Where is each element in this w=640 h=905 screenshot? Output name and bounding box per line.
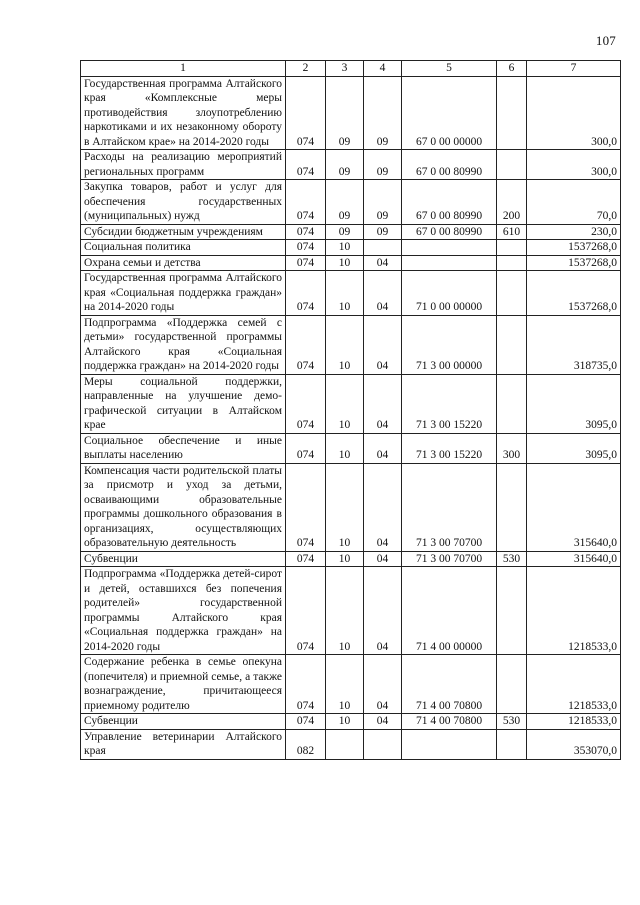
cell-grbs: 074: [286, 76, 326, 150]
cell-section: 10: [326, 255, 364, 271]
column-header: 5: [402, 61, 497, 77]
cell-section: 10: [326, 463, 364, 551]
cell-amount: 3095,0: [527, 433, 621, 463]
cell-target-article: 67 0 00 00000: [402, 76, 497, 150]
cell-grbs: 074: [286, 374, 326, 433]
cell-subsection: 09: [364, 180, 402, 225]
cell-grbs: 074: [286, 315, 326, 374]
cell-amount: 230,0: [527, 224, 621, 240]
cell-amount: 300,0: [527, 76, 621, 150]
cell-target-article: 71 3 00 70700: [402, 551, 497, 567]
table-body: [81, 76, 621, 759]
cell-name: Социальная политика: [81, 240, 286, 256]
table-row: [81, 374, 621, 433]
cell-target-article: 67 0 00 80990: [402, 150, 497, 180]
cell-grbs: 074: [286, 224, 326, 240]
cell-expense-type: [497, 655, 527, 714]
cell-section: 09: [326, 180, 364, 225]
cell-expense-type: 530: [497, 551, 527, 567]
cell-target-article: 71 0 00 00000: [402, 271, 497, 316]
cell-section: 10: [326, 374, 364, 433]
cell-name: Расходы на реализацию мероприятий региональных программ: [81, 150, 286, 180]
cell-name: Подпрограмма «Поддержка детей-сирот и детей, оставшихся без попечения родителей» государственной программы Алтайского края «Социальная поддержка граждан» на 2014-2020 годы: [81, 567, 286, 655]
table-row: [81, 240, 621, 256]
cell-expense-type: [497, 374, 527, 433]
cell-name: Социальное обеспечение и иные выплаты населению: [81, 433, 286, 463]
header-row: [81, 61, 621, 77]
cell-grbs: 074: [286, 655, 326, 714]
cell-name: Охрана семьи и детства: [81, 255, 286, 271]
cell-amount: 3095,0: [527, 374, 621, 433]
cell-amount: 318735,0: [527, 315, 621, 374]
cell-subsection: 09: [364, 224, 402, 240]
cell-subsection: 04: [364, 567, 402, 655]
cell-section: [326, 729, 364, 759]
table-row: [81, 315, 621, 374]
cell-grbs: 082: [286, 729, 326, 759]
cell-amount: 70,0: [527, 180, 621, 225]
table-row: [81, 180, 621, 225]
cell-amount: 1537268,0: [527, 255, 621, 271]
table-row: [81, 255, 621, 271]
cell-amount: 1537268,0: [527, 271, 621, 316]
cell-subsection: [364, 729, 402, 759]
cell-target-article: 67 0 00 80990: [402, 180, 497, 225]
cell-expense-type: [497, 463, 527, 551]
cell-expense-type: [497, 150, 527, 180]
cell-grbs: 074: [286, 255, 326, 271]
cell-section: 10: [326, 433, 364, 463]
cell-subsection: 09: [364, 150, 402, 180]
cell-name: Закупка товаров, работ и услуг для обеспечения государственных (муниципальных) нужд: [81, 180, 286, 225]
cell-expense-type: [497, 315, 527, 374]
cell-target-article: [402, 255, 497, 271]
table-row: [81, 76, 621, 150]
cell-section: 10: [326, 714, 364, 730]
cell-grbs: 074: [286, 714, 326, 730]
cell-subsection: 04: [364, 655, 402, 714]
cell-subsection: 04: [364, 714, 402, 730]
table-row: [81, 224, 621, 240]
cell-grbs: 074: [286, 271, 326, 316]
column-header: 2: [286, 61, 326, 77]
table-row: [81, 271, 621, 316]
table-row: [81, 729, 621, 759]
cell-section: 10: [326, 655, 364, 714]
cell-name: Управление ветеринарии Алтайского края: [81, 729, 286, 759]
cell-subsection: 04: [364, 463, 402, 551]
cell-expense-type: [497, 76, 527, 150]
cell-section: 10: [326, 240, 364, 256]
cell-subsection: 04: [364, 374, 402, 433]
column-header: 1: [81, 61, 286, 77]
cell-subsection: 04: [364, 551, 402, 567]
cell-name: Субвенции: [81, 714, 286, 730]
cell-name: Содержание ребенка в семье опекуна (попечителя) и приемной семье, а также вознаграждение, причитающееся приемному родителю: [81, 655, 286, 714]
cell-target-article: 71 4 00 70800: [402, 655, 497, 714]
cell-expense-type: [497, 567, 527, 655]
cell-section: 09: [326, 76, 364, 150]
cell-expense-type: [497, 255, 527, 271]
cell-section: 10: [326, 551, 364, 567]
cell-amount: 1218533,0: [527, 655, 621, 714]
cell-section: 10: [326, 567, 364, 655]
cell-expense-type: [497, 271, 527, 316]
cell-amount: 315640,0: [527, 463, 621, 551]
cell-amount: 300,0: [527, 150, 621, 180]
cell-grbs: 074: [286, 240, 326, 256]
cell-name: Меры социальной поддержки, направленные на улучшение демографической ситуации в Алтайском крае: [81, 374, 286, 433]
table-row: [81, 150, 621, 180]
cell-name: Компенсация части родительской платы за присмотр и уход за детьми, осваивающими образовательные программы дошкольного образования в организациях, осуществляющих образовательную деятельность: [81, 463, 286, 551]
cell-grbs: 074: [286, 551, 326, 567]
cell-grbs: 074: [286, 150, 326, 180]
cell-target-article: 71 3 00 70700: [402, 463, 497, 551]
cell-target-article: [402, 729, 497, 759]
cell-amount: 1218533,0: [527, 567, 621, 655]
cell-section: 10: [326, 271, 364, 316]
cell-expense-type: [497, 729, 527, 759]
cell-expense-type: 300: [497, 433, 527, 463]
cell-section: 09: [326, 224, 364, 240]
column-header: 6: [497, 61, 527, 77]
cell-expense-type: 530: [497, 714, 527, 730]
cell-expense-type: 200: [497, 180, 527, 225]
cell-target-article: 71 3 00 00000: [402, 315, 497, 374]
cell-expense-type: [497, 240, 527, 256]
cell-amount: 1218533,0: [527, 714, 621, 730]
table-row: [81, 714, 621, 730]
cell-target-article: 71 4 00 00000: [402, 567, 497, 655]
table-row: [81, 567, 621, 655]
column-header: 7: [527, 61, 621, 77]
cell-target-article: [402, 240, 497, 256]
cell-amount: 1537268,0: [527, 240, 621, 256]
cell-name: Государственная программа Алтайского края «Комплексные меры противодействия злоупотреблению наркотиками и их незаконному обороту в Алтайском крае» на 2014-2020 годы: [81, 76, 286, 150]
table-row: [81, 551, 621, 567]
cell-amount: 315640,0: [527, 551, 621, 567]
cell-expense-type: 610: [497, 224, 527, 240]
cell-target-article: 71 4 00 70800: [402, 714, 497, 730]
cell-name: Субвенции: [81, 551, 286, 567]
page-number: 107: [595, 33, 616, 48]
cell-target-article: 71 3 00 15220: [402, 433, 497, 463]
cell-subsection: 09: [364, 76, 402, 150]
cell-subsection: 04: [364, 433, 402, 463]
table-row: [81, 463, 621, 551]
cell-name: Государственная программа Алтайского края «Социальная поддержка граждан» на 2014-2020 годы: [81, 271, 286, 316]
table-row: [81, 433, 621, 463]
cell-target-article: 71 3 00 15220: [402, 374, 497, 433]
cell-subsection: 04: [364, 315, 402, 374]
cell-grbs: 074: [286, 567, 326, 655]
table-row: [81, 655, 621, 714]
cell-grbs: 074: [286, 433, 326, 463]
cell-grbs: 074: [286, 180, 326, 225]
cell-grbs: 074: [286, 463, 326, 551]
cell-subsection: [364, 240, 402, 256]
cell-section: 10: [326, 315, 364, 374]
cell-section: 09: [326, 150, 364, 180]
cell-target-article: 67 0 00 80990: [402, 224, 497, 240]
cell-name: Субсидии бюджетным учреждениям: [81, 224, 286, 240]
cell-subsection: 04: [364, 271, 402, 316]
column-header: 3: [326, 61, 364, 77]
cell-name: Подпрограмма «Поддержка семей с детьми» государственной программы Алтайского края «Социальная поддержка граждан» на 2014-2020 годы: [81, 315, 286, 374]
cell-amount: 353070,0: [527, 729, 621, 759]
cell-subsection: 04: [364, 255, 402, 271]
column-header: 4: [364, 61, 402, 77]
budget-table: [80, 60, 621, 760]
